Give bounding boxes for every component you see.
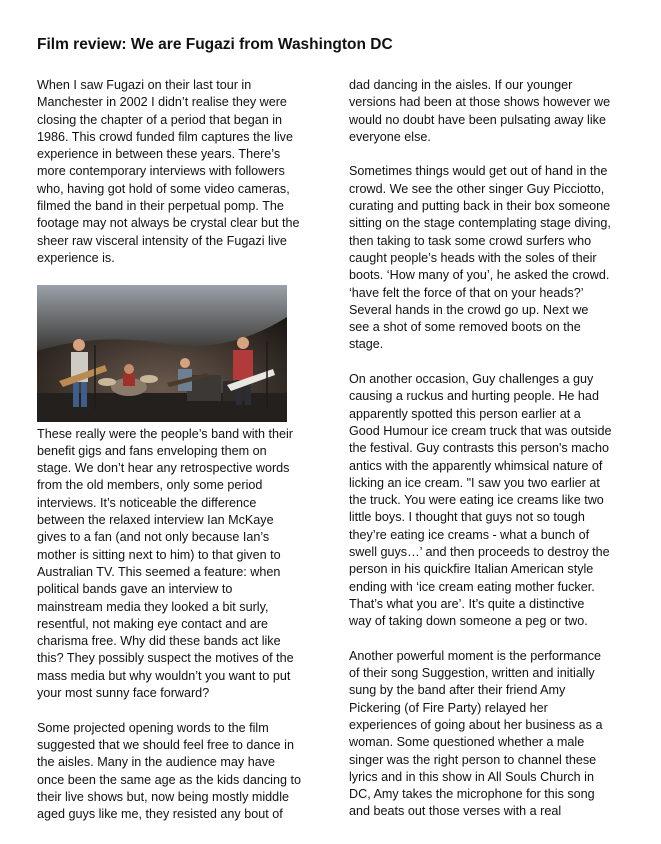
right-column	[349, 77, 631, 838]
text-line: they’re eating ice creams - what a bunch of	[349, 527, 590, 542]
text-line: person in his quickfire Italian American style	[349, 562, 594, 577]
text-line: mother is sitting next to him) to that given to	[37, 547, 281, 562]
text-line: sheer raw visceral intensity of the Fugazi live	[37, 233, 287, 248]
text-line: then taking to task some crowd surfers who	[349, 233, 592, 248]
text-line: ‘have felt the force of that on your heads?’	[349, 285, 584, 300]
left-paragraph-1	[37, 77, 327, 267]
text-line: Another powerful moment is the performance	[349, 648, 601, 663]
text-line: ending with ‘ice cream eating mother fucker.	[349, 579, 595, 594]
text-line: Pickering (of Fire Party) relayed her	[349, 700, 548, 715]
text-line: the festival. Guy contrasts this person's macho	[349, 441, 609, 456]
right-paragraph-1	[349, 77, 631, 146]
text-line: charisma free. Why did these bands act like	[37, 634, 281, 649]
text-line: dad dancing in the aisles. If our younger	[349, 78, 573, 92]
text-line: experience in between these years. There’s	[37, 147, 281, 162]
text-line: more contemporary interviews with followers	[37, 164, 285, 179]
text-line: licking an ice cream. "I saw you two earlier at	[349, 475, 600, 490]
text-line: Sometimes things would get out of hand in the	[349, 164, 608, 179]
right-paragraph-4	[349, 648, 631, 821]
text-line: On another occasion, Guy challenges a guy	[349, 372, 594, 387]
text-line: see a shot of some removed boots on the	[349, 320, 581, 335]
text-line: of their song Suggestion, written and initially	[349, 666, 595, 681]
text-line: sitting on the stage contemplating stage diving,	[349, 216, 611, 231]
text-line: curating and putting back in their box someone	[349, 199, 611, 214]
text-line: their live shows but, now being mostly middle	[37, 789, 289, 804]
text-line: mainstream media they looked a bit surly,	[37, 599, 269, 614]
text-line: That’s what you are’. It’s quite a distinctive	[349, 596, 585, 611]
text-line: resentful, not making eye contact and are	[37, 616, 269, 631]
text-line: singer was the right person to channel these	[349, 752, 597, 767]
text-line: aged guys like me, they resisted any bout of	[37, 807, 283, 822]
text-line: crowd. We see the other singer Guy Picciotto,	[349, 181, 605, 196]
concert-photo	[37, 285, 287, 422]
text-line: once been the same age as the kids dancing to	[37, 772, 301, 787]
right-paragraph-2	[349, 163, 631, 353]
text-line: suggested that we should feel free to dance in	[37, 737, 294, 752]
text-line: between the relaxed interview Ian McKaye	[37, 513, 274, 528]
text-line: apparently spotted this person earlier at a	[349, 406, 581, 421]
text-line: this? They possibly suspect the motives of the	[37, 651, 294, 666]
text-line: your most sunny face forward?	[37, 686, 210, 701]
text-line: These really were the people’s band with their	[37, 426, 293, 441]
text-line: stage. We don’t hear any retrospective words	[37, 461, 290, 476]
text-line: woman. Some questioned whether a male	[349, 735, 585, 750]
text-line: Several hands in the crowd go up. Next we	[349, 302, 589, 317]
text-line: Manchester in 2002 I didn’t realise they were	[37, 95, 287, 110]
text-line: closing the chapter of a period that began in	[37, 112, 283, 127]
text-line: versions had been at those shows however we	[349, 95, 611, 110]
text-line: benefit gigs and fans enveloping them on	[37, 443, 267, 458]
text-line: boots. ‘How many of you’, he asked the crowd.	[349, 268, 610, 283]
text-line: antics with the apparently whimsical nature of	[349, 458, 603, 473]
text-line: Some projected opening words to the film	[37, 720, 269, 735]
right-paragraph-3	[349, 371, 631, 630]
text-line: the aisles. Many in the audience may have	[37, 755, 276, 770]
text-line: filmed the band in their perpetual pomp. The	[37, 199, 284, 214]
text-line: sung by the band after their friend Amy	[349, 683, 566, 698]
text-line: swell guys…’ and then proceeds to destroy the	[349, 545, 610, 560]
text-line: interviews. It’s noticeable the difference	[37, 495, 257, 510]
text-line: and beats out those verses with a real	[349, 804, 562, 819]
text-line: Australian TV. This seemed a feature: when	[37, 564, 281, 579]
text-line: way of taking down someone a peg or two.	[349, 614, 588, 629]
text-line: everyone else.	[349, 129, 431, 144]
text-line: little boys. I thought that guys not so tough	[349, 510, 585, 525]
text-line: gives to a fan (and not only because Ian’s	[37, 530, 270, 545]
left-paragraph-2	[37, 426, 327, 703]
article-title: Film review: We are Fugazi from Washington DC	[37, 36, 393, 53]
text-line: mass media but why wouldn’t you want to put	[37, 668, 291, 683]
text-line: from the old members, only some period	[37, 478, 263, 493]
text-line: DC, Amy takes the microphone for this song	[349, 787, 595, 802]
text-line: political bands gave an interview to	[37, 582, 233, 597]
text-line: the truck. You were eating ice creams like two	[349, 493, 604, 508]
left-paragraph-3	[37, 720, 327, 824]
text-line: experience is.	[37, 250, 115, 265]
text-line: 1986. This crowd funded film captures the live	[37, 129, 293, 144]
text-line: experiences of going about her business as a	[349, 717, 603, 732]
text-line: who, having got hold of some video cameras,	[37, 181, 290, 196]
text-line: footage may not always be crystal clear but the	[37, 216, 300, 231]
text-line: would no doubt have been pulsating away like	[349, 112, 606, 127]
text-line: caught people’s heads with the soles of their	[349, 250, 597, 265]
text-line: lyrics and in this show in All Souls Church in	[349, 769, 594, 784]
text-line: stage.	[349, 337, 384, 352]
left-column	[37, 77, 327, 841]
text-line: causing a ruckus and hurting people. He had	[349, 389, 599, 404]
text-line: Good Humour ice cream truck that was outside	[349, 423, 612, 438]
text-line: When I saw Fugazi on their last tour in	[37, 78, 252, 92]
